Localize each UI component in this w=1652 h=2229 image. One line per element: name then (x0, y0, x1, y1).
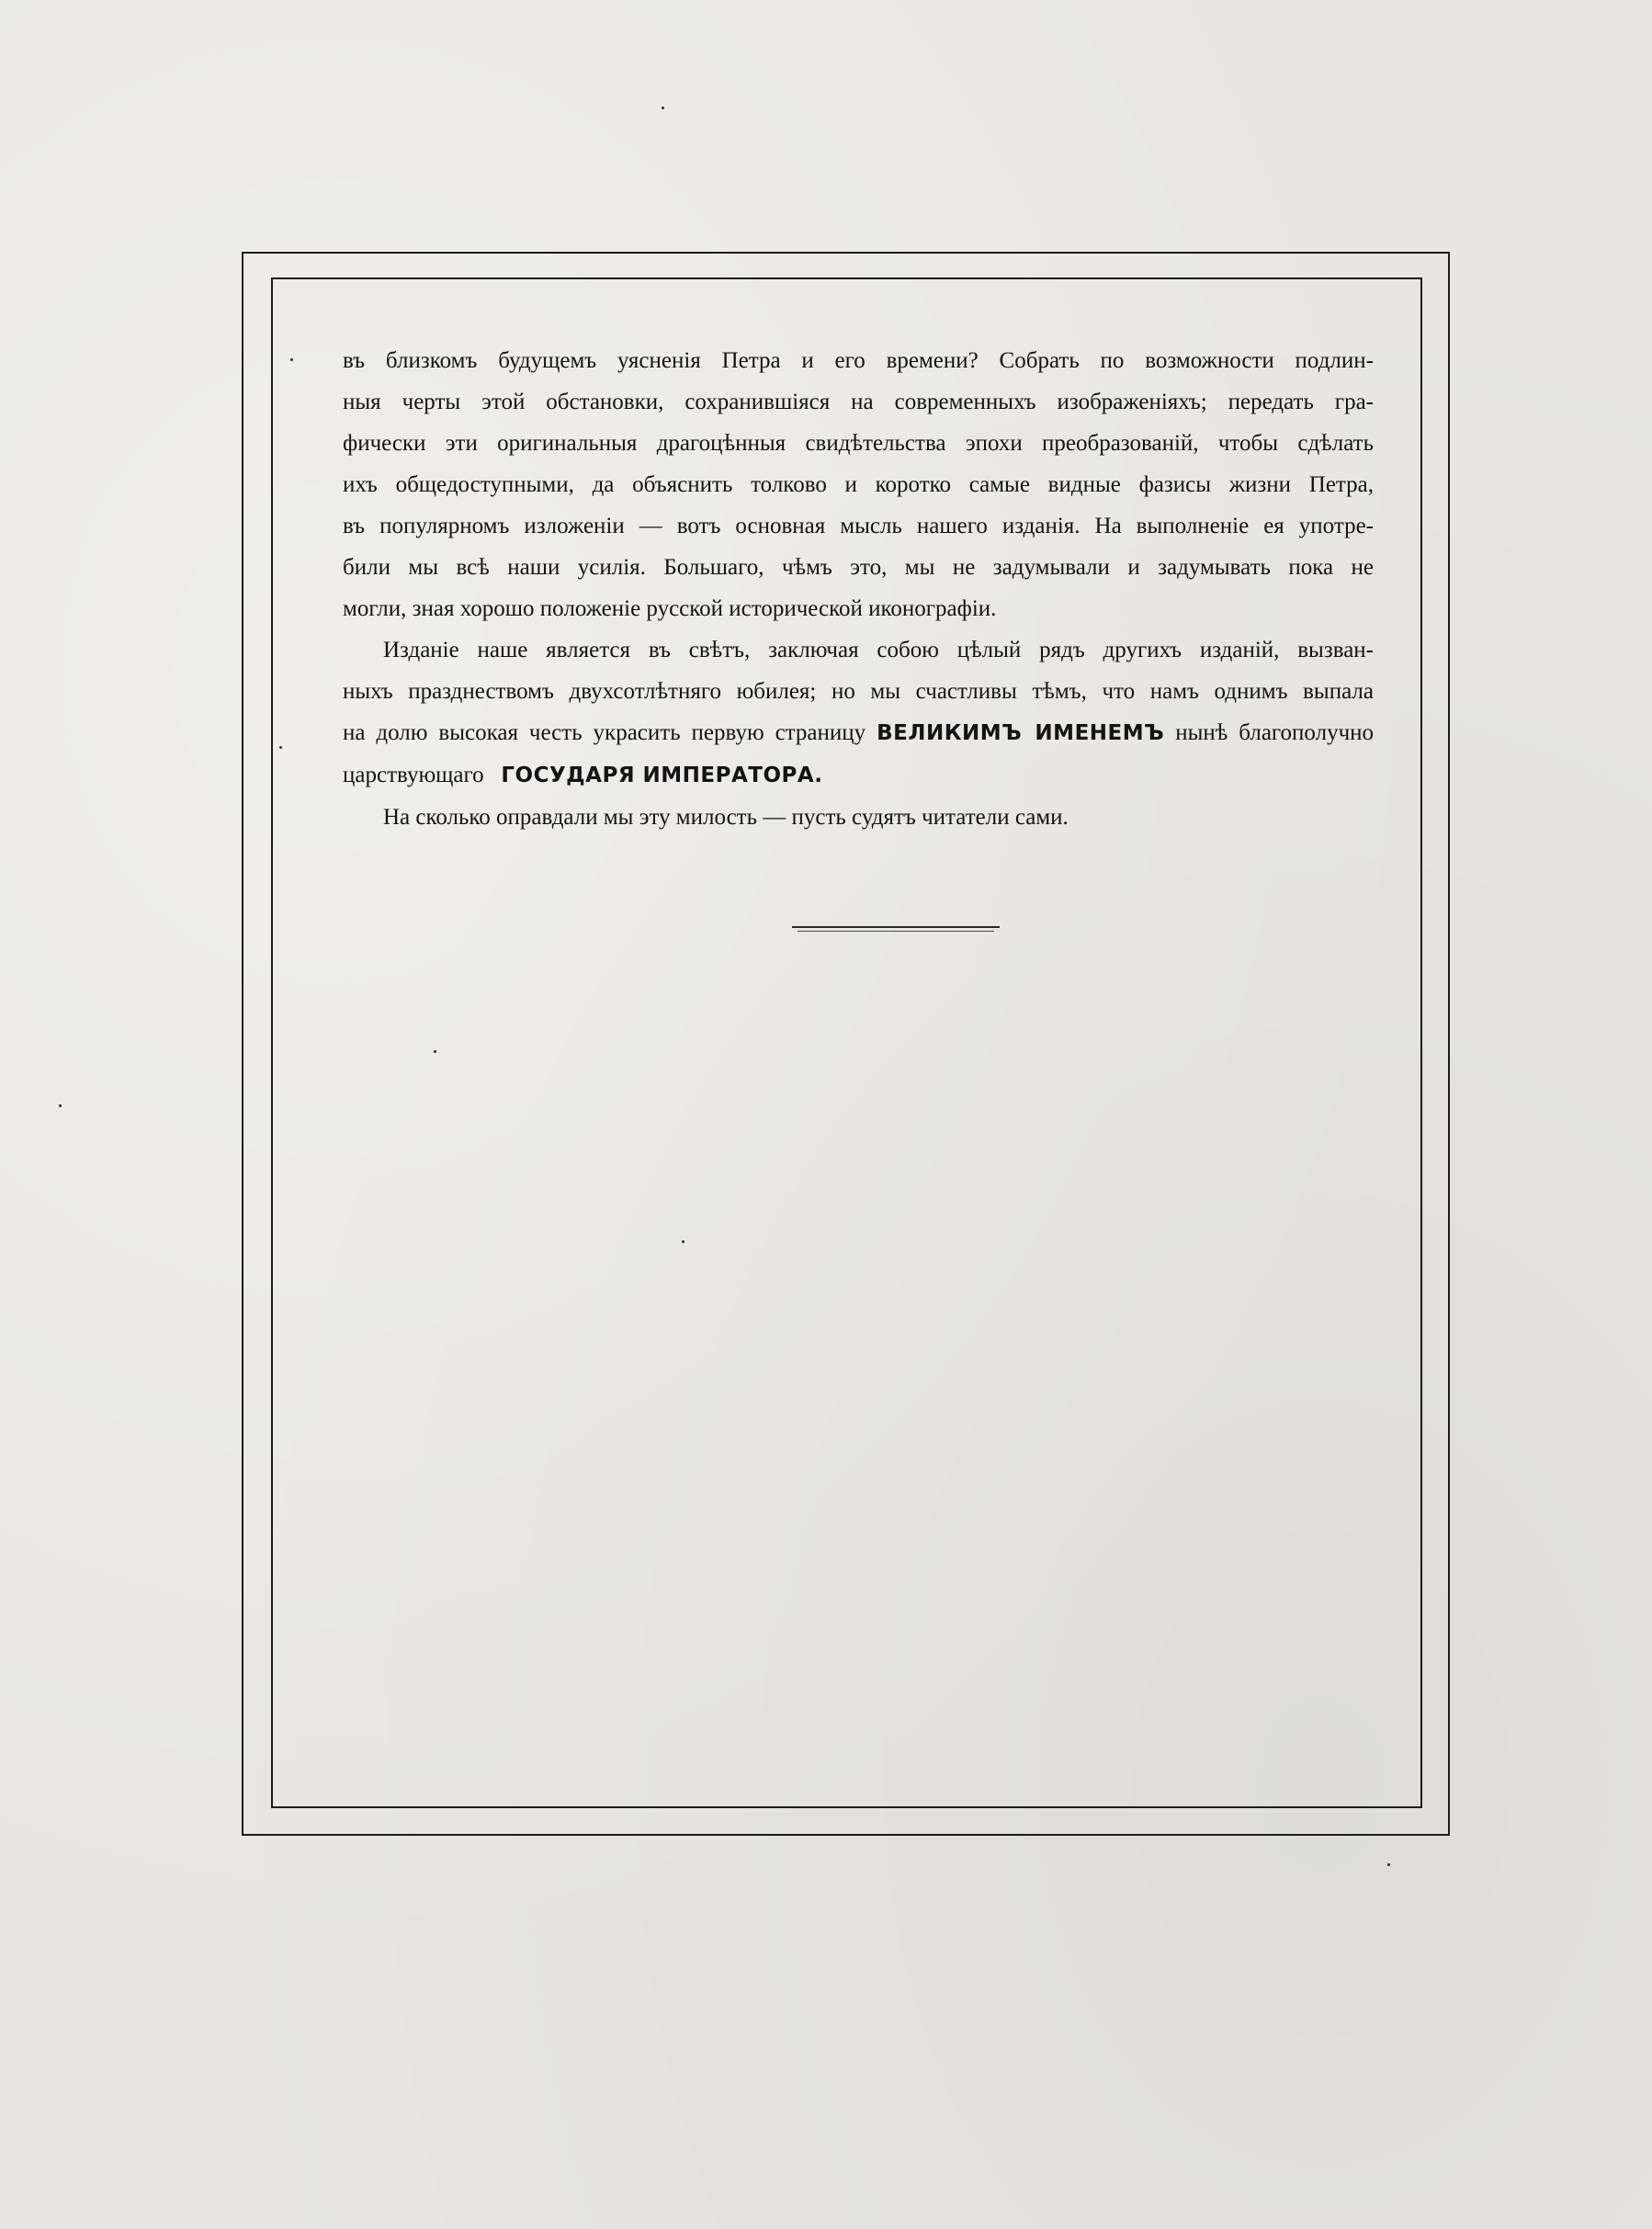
ornament-rule-bottom (798, 931, 994, 932)
paragraph-1-line-2: ныя черты этой обстановки, сохранившіяся на современныхъ изображеніяхъ; передать гра- (343, 390, 1374, 414)
paragraph-3: На сколько оправдали мы эту милость — пусть судятъ читатели сами. (383, 805, 1069, 830)
paragraph-2-line-2: ныхъ празднествомъ двухсотлѣтняго юбилея; но мы счастливы тѣмъ, что намъ однимъ выпала (343, 679, 1374, 704)
emperor-title-emphasis: ГОСУДАРЯ ИМПЕРАТОРА. (501, 764, 823, 787)
paragraph-1-line-5: въ популярномъ изложеніи — вотъ основная мысль нашего изданія. На выполненіе ея употре- (343, 514, 1374, 538)
paragraph-2-line-1: Изданіе наше является въ свѣтъ, заключая собою цѣлый рядъ другихъ изданій, вызван- (383, 638, 1374, 662)
paragraph-1-line-6: били мы всѣ наши усилія. Большаго, чѣмъ это, мы не задумывали и задумывать пока не (343, 555, 1374, 580)
paragraph-1-line-3: фически эти оригинальныя драгоцѣнныя свидѣтельства эпохи преобразованій, чтобы сдѣлать (343, 431, 1374, 456)
paragraph-2-line-3 (343, 712, 1374, 754)
paragraph-2-line-4-before: царствующаго (343, 763, 484, 787)
page-speck (662, 107, 664, 109)
page-speck (59, 1104, 62, 1107)
ornament-rule-top (792, 926, 1000, 928)
page-speck (1387, 1863, 1390, 1866)
great-name-emphasis: ВЕЛИКИМЪ ИМЕНЕМЪ (877, 721, 1165, 745)
paragraph-1-line-7: могли, зная хорошо положеніе русской исторической иконографіи. (343, 596, 997, 621)
closing-ornament-rule (792, 926, 1000, 933)
paragraph-2-line-4 (343, 754, 1374, 797)
paragraph-1-line-1: въ близкомъ будущемъ уясненія Петра и его времени? Собрать по возможности подлин- (343, 348, 1374, 373)
paragraph-2-line-3-after: нынѣ благополучно (1175, 720, 1375, 745)
paragraph-2-line-3-before: на долю высокая честь украсить первую страницу (343, 720, 866, 745)
paragraph-1-line-4: ихъ общедоступными, да объяснить толково и коротко самые видные фазисы жизни Петра, (343, 472, 1374, 497)
page-text-block (343, 340, 1374, 838)
